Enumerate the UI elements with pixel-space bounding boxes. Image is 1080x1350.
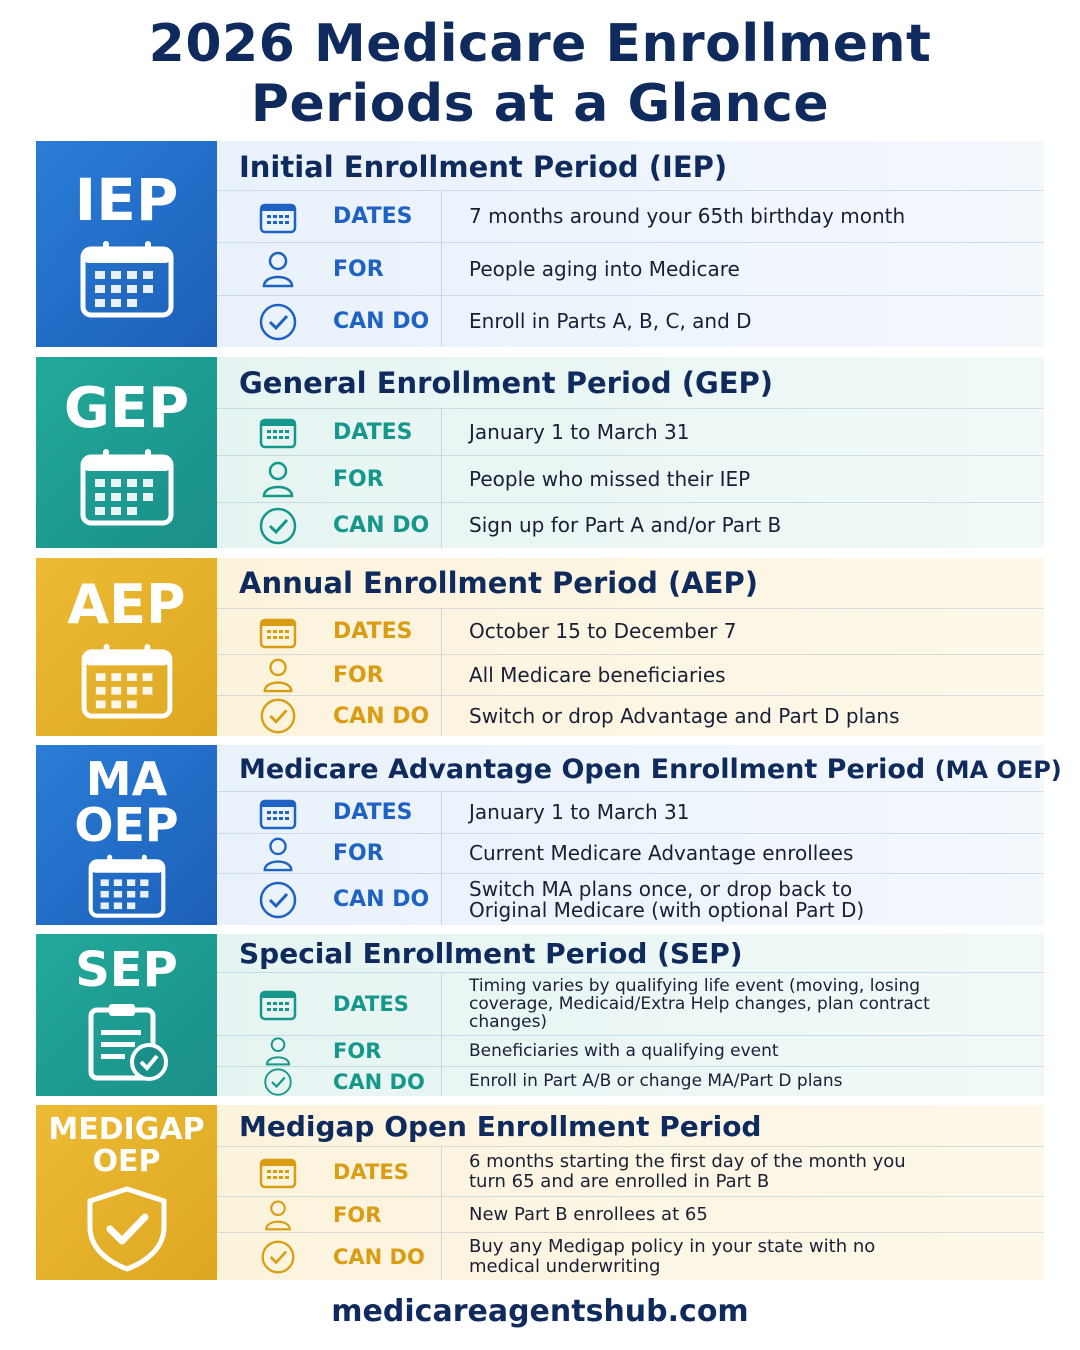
for-row [217, 654, 1044, 695]
dates-label: DATES [333, 800, 413, 825]
dates-row [217, 972, 1044, 1035]
dates-label: DATES [333, 992, 409, 1016]
card-body [217, 1105, 1044, 1280]
shield-check-icon [82, 1185, 172, 1271]
person-icon [263, 1199, 293, 1231]
card-title: Initial Enrollment Period (IEP) [239, 150, 728, 184]
card-title-suffix: (MA OEP) [934, 756, 1062, 784]
can-do-value: Switch or drop Advantage and Part D plans [469, 703, 900, 728]
can-do-row [217, 1232, 1044, 1280]
dates-row [217, 1146, 1044, 1196]
check-circle-icon [258, 880, 298, 920]
dates-label: DATES [333, 204, 413, 229]
for-value: Current Medicare Advantage enrollees [469, 841, 854, 865]
for-value: People aging into Medicare [469, 256, 740, 281]
dates-value: January 1 to March 31 [469, 800, 690, 824]
for-value: All Medicare beneficiaries [469, 662, 726, 687]
person-icon [261, 836, 295, 872]
can-do-value: Sign up for Part A and/or Part B [469, 513, 782, 537]
card-body [217, 357, 1044, 548]
calendar-icon [83, 853, 171, 919]
for-row [217, 1196, 1044, 1232]
footer-url: medicareagentshub.com [331, 1294, 749, 1329]
badge-label-line-2: OEP [92, 1144, 161, 1179]
can-do-label: CAN DO [333, 309, 430, 334]
for-label: FOR [333, 662, 384, 688]
badge-sep [36, 934, 217, 1096]
dates-value: 6 months starting the first day of the month you turn 65 and are enrolled in Part B [469, 1150, 906, 1192]
for-label: FOR [333, 256, 384, 282]
card-title: General Enrollment Period (GEP) [239, 366, 774, 400]
badge-label-line-2: OEP [74, 798, 179, 852]
card-title-main: Medicare Advantage Open Enrollment Period [239, 754, 926, 785]
badge-ma-oep [36, 745, 217, 925]
for-label: FOR [333, 466, 384, 492]
for-row [217, 242, 1044, 295]
card-sep [36, 934, 1044, 1096]
check-circle-icon [258, 302, 298, 342]
dates-value: 7 months around your 65th birthday month [469, 204, 906, 228]
can-do-row [217, 295, 1044, 347]
badge-aep [36, 558, 217, 736]
card-title [239, 754, 1062, 785]
check-circle-icon [260, 1239, 296, 1275]
badge-label: AEP [67, 573, 186, 636]
calendar-icon [259, 415, 297, 449]
calendar-icon [79, 447, 175, 527]
card-title: Medigap Open Enrollment Period [239, 1110, 762, 1143]
card-gep [36, 357, 1044, 548]
for-row [217, 1035, 1044, 1066]
dates-value: January 1 to March 31 [469, 419, 690, 444]
for-label: FOR [333, 841, 384, 866]
dates-row [217, 791, 1044, 833]
can-do-label: CAN DO [333, 1069, 425, 1094]
card-title: Special Enrollment Period (SEP) [239, 937, 743, 970]
badge-iep [36, 141, 217, 347]
dates-label: DATES [333, 1159, 409, 1184]
card-title: Annual Enrollment Period (AEP) [239, 566, 758, 600]
card-aep [36, 558, 1044, 736]
dates-row [217, 408, 1044, 455]
can-do-row [217, 873, 1044, 925]
card-body [217, 141, 1044, 347]
dates-value: October 15 to December 7 [469, 619, 737, 643]
dates-label: DATES [333, 419, 413, 445]
clipboard-check-icon [81, 1002, 173, 1082]
person-icon [261, 250, 295, 288]
can-do-value: Enroll in Parts A, B, C, and D [469, 309, 752, 333]
person-icon [264, 1036, 292, 1066]
can-do-label: CAN DO [333, 1244, 425, 1269]
check-circle-icon [259, 697, 297, 735]
person-icon [261, 460, 295, 498]
badge-medigap-oep [36, 1105, 217, 1280]
card-body [217, 934, 1044, 1096]
can-do-value: Switch MA plans once, or drop back to Original Medicare (with optional Part D) [469, 876, 865, 922]
badge-label: SEP [75, 942, 178, 998]
for-label: FOR [333, 1039, 382, 1063]
calendar-icon [259, 200, 297, 234]
title-line-1: 2026 Medicare Enrollment [148, 14, 932, 74]
for-value: Beneficiaries with a qualifying event [469, 1040, 779, 1061]
person-icon [261, 657, 295, 693]
can-do-label: CAN DO [333, 703, 430, 729]
card-medigap-oep [36, 1105, 1044, 1280]
can-do-label: CAN DO [333, 513, 430, 538]
dates-row [217, 190, 1044, 242]
title-line-2: Periods at a Glance [250, 74, 830, 134]
for-row [217, 455, 1044, 502]
can-do-label: CAN DO [333, 887, 430, 912]
badge-label-line-1: MEDIGAP [48, 1112, 205, 1147]
calendar-icon [259, 987, 297, 1021]
page-title [0, 14, 1080, 134]
can-do-value: Enroll in Part A/B or change MA/Part D plans [469, 1071, 843, 1091]
card-ma-oep [36, 745, 1062, 925]
calendar-icon [259, 1155, 297, 1189]
card-body [217, 745, 1062, 925]
calendar-icon [259, 796, 297, 830]
badge-label-line-1: MA [85, 752, 168, 806]
dates-value: Timing varies by qualifying life event (moving, losing coverage, Medicaid/Extra Help changes, plan contract changes) [469, 976, 930, 1032]
badge-label: IEP [74, 166, 179, 234]
can-do-row [217, 502, 1044, 548]
can-do-row [217, 1066, 1044, 1096]
calendar-icon [79, 642, 175, 720]
dates-label: DATES [333, 619, 413, 644]
badge-label: GEP [63, 376, 190, 441]
calendar-icon [259, 615, 297, 649]
card-iep [36, 141, 1044, 347]
for-value: People who missed their IEP [469, 466, 751, 491]
card-body [217, 558, 1044, 736]
can-do-value: Buy any Medigap policy in your state with no medical underwriting [469, 1235, 876, 1277]
dates-row [217, 608, 1044, 654]
for-value: New Part B enrollees at 65 [469, 1204, 708, 1225]
for-row [217, 833, 1044, 873]
check-circle-icon [263, 1067, 293, 1097]
can-do-row [217, 695, 1044, 736]
badge-gep [36, 357, 217, 548]
for-label: FOR [333, 1202, 382, 1227]
calendar-icon [79, 239, 175, 319]
check-circle-icon [258, 506, 298, 546]
